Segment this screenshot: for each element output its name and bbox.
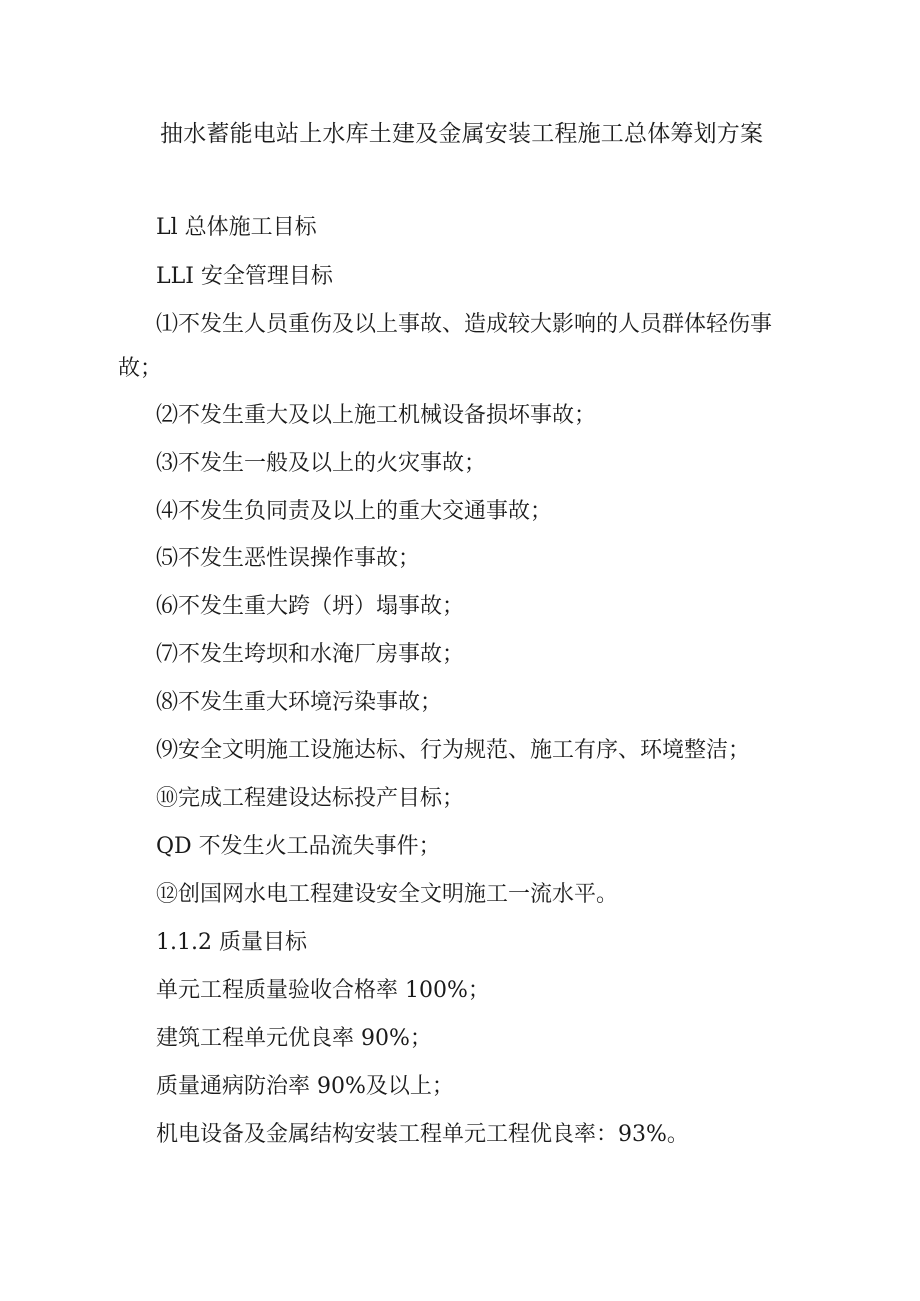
document-title: 抽水蓄能电站上水库土建及金属安装工程施工总体筹划方案 (160, 121, 764, 147)
list-item: ⑼安全文明施工设施达标、行为规范、施工有序、环境整洁； (156, 738, 751, 763)
list-item: ⑴不发生人员重伤及以上事故、造成较大影响的人员群体轻伤事 (156, 312, 773, 337)
list-item-continuation: 故； (118, 356, 163, 381)
paragraph: 建筑工程单元优良率 90%； (156, 1026, 432, 1051)
list-item: ⑫创国网水电工程建设安全文明施工一流水平。 (156, 882, 619, 907)
list-item: ⑶不发生一般及以上的火灾事故； (156, 451, 487, 476)
list-item: ⑷不发生负同责及以上的重大交通事故； (156, 499, 553, 524)
subsection-heading: 1.1.2 质量目标 (156, 930, 307, 955)
section-heading: Ll 总体施工目标 (156, 215, 317, 240)
subsection-heading: LLI 安全管理目标 (156, 264, 333, 289)
list-item: ⑵不发生重大及以上施工机械设备损坏事故； (156, 403, 597, 428)
list-item: ⑸不发生恶性误操作事故； (156, 546, 421, 571)
paragraph: 质量通病防治率 90%及以上； (156, 1074, 454, 1099)
list-item: ⑹不发生重大跨（坍）塌事故； (156, 594, 465, 619)
list-item: ⑻不发生重大环境污染事故； (156, 690, 443, 715)
list-item: ⑺不发生垮坝和水淹厂房事故； (156, 642, 465, 667)
list-item: QD 不发生火工品流失事件； (156, 834, 441, 859)
paragraph: 单元工程质量验收合格率 100%； (156, 978, 490, 1003)
paragraph: 机电设备及金属结构安装工程单元工程优良率：93%。 (156, 1122, 689, 1147)
list-item: ⑩完成工程建设达标投产目标； (156, 786, 465, 811)
